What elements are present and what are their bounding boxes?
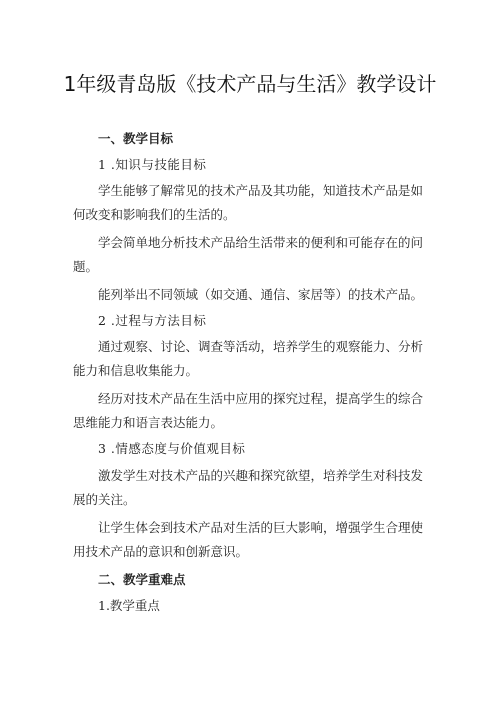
subheading-process-methods: 2 .过程与方法目标 [98,313,207,328]
subheading-key-points: 1.教学重点 [98,598,160,613]
section-heading-key-difficult-points: 二、教学重难点 [98,572,186,587]
paragraph-line: 通过观察、讨论、调查等活动，培养学生的观察能力、分析 [98,339,424,354]
paragraph-line: 激发学生对技术产品的兴趣和探究欲望，培养学生对科技发 [98,468,424,483]
paragraph-line: 能列举出不同领域（如交通、通信、家居等）的技术产品。 [98,287,424,302]
paragraph-line: 用技术产品的意识和创新意识。 [73,544,249,559]
paragraph-line: 题。 [73,259,99,274]
section-heading-objectives: 一、教学目标 [98,131,174,146]
paragraph-line: 经历对技术产品在生活中应用的探究过程，提高学生的综合 [98,391,424,406]
subheading-attitudes-values: 3 .情感态度与价值观目标 [98,441,246,456]
paragraph-line: 能力和信息收集能力。 [73,363,199,378]
paragraph-line: 思维能力和语言表达能力。 [73,415,224,430]
paragraph-line: 展的关注。 [73,492,136,507]
paragraph-line: 让学生体会到技术产品对生活的巨大影响，增强学生合理使 [98,520,424,535]
subheading-knowledge-skills: 1 .知识与技能目标 [98,157,207,172]
document-title: 1年级青岛版《技术产品与生活》教学设计 [63,72,437,96]
paragraph-line: 何改变和影响我们的生活的。 [73,207,236,222]
paragraph-line: 学生能够了解常见的技术产品及其功能，知道技术产品是如 [98,183,424,198]
paragraph-line: 学会简单地分析技术产品给生活带来的便利和可能存在的问 [98,235,424,250]
